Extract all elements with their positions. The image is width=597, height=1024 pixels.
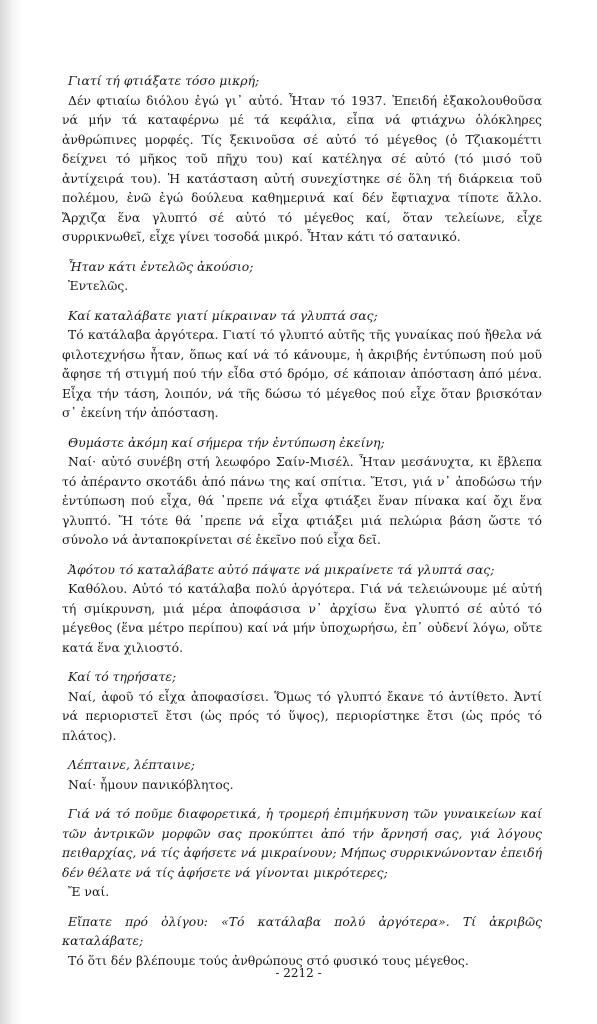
interview-answer: Ἐντελῶς. [68, 278, 129, 293]
qa-block [62, 667, 542, 745]
interview-question: Λέπταινε, λέπταινε; [68, 757, 195, 772]
qa-block [62, 257, 542, 296]
page-binding-shadow [0, 0, 22, 1024]
interview-answer: Τό κατάλαβα ἀργότερα. Γιατί τό γλυπτό αὐτῆς τῆς γυναίκας πού ἤθελα νά φιλοτεχνήσω ἦταν, ὅπως καί νά τό κάνουμε, ἡ ἀκριβής ἐντύπωση πού μοῦ ἄφησε τή στιγμή πού τήν εἶδα στό δρόμο, σέ κάποιαν ἀπόσταση ἀπό μένα. Εἶχα τήν τάση, λοιπόν, νά τῆς δώσω τό μέγεθος πού εἶχε ὅταν βρισκόταν σ᾽ ἐκείνη τήν ἀπόσταση. [62, 327, 542, 420]
interview-answer: Ἔ ναί. [68, 884, 110, 899]
interview-question: Ἦταν κάτι ἐντελῶς ἀκούσιο; [68, 258, 254, 274]
qa-block [62, 560, 542, 658]
interview-answer: Καθόλου. Αὐτό τό κατάλαβα πολύ ἀργότερα. Γιά νά τελειώνουμε μέ αὐτή τή σμίκρυνση, μιά μέρα ἀποφάσισα ν᾽ ἀρχίσω ἕνα γλυπτό σέ αὐτό τό μέγεθος (ἕνα μέτρο περίπου) καί νά μήν ὑποχωρήσω, ἐπ᾽ οὐδενί λόγω, οὔτε κατά ἕνα χιλιοστό. [62, 581, 542, 655]
interview-answer: Ναί· αὐτό συνέβη στή λεωφόρο Σαίν-Μισέλ. Ἦταν μεσάνυχτα, κι ἔβλεπα τό ἀπέραντο σκοτάδι ἀπό πάνω της καί σπίτια. Ἔτσι, γιά ν᾽ ἀποδώσω τήν ἐντύπωση πού εἶχα, θά ᾽πρεπε νά εἶχα φτιάξει ἕναν πίνακα καί ὄχι ἕνα γλυπτό. Ἤ τότε θά ᾽πρεπε νά εἶχα φτιάξει μιά πελώρια βάση ὥστε τό σύνολο νά ἀνταποκρίνεται σέ ἐκεῖνο πού εἶχα δεῖ. [62, 454, 542, 547]
qa-block [62, 306, 542, 423]
qa-block [62, 71, 542, 247]
interview-answer: Ναί, ἀφοῦ τό εἶχα ἀποφασίσει. Ὅμως τό γλυπτό ἔκανε τό ἀντίθετο. Ἀντί νά περιοριστεῖ ἔτσι (ὡς πρός τό ὕψος), περιορίστηκε ἔτσι (ὡς πρός τό πλάτος). [62, 688, 542, 743]
interview-question: Γιά νά τό ποῦμε διαφορετικά, ἡ τρομερή ἐπιμήκυνση τῶν γυναικείων καί τῶν ἀντρικῶν μορφῶν σας προκύπτει ἀπό τήν ἄρνησή σας, γιά λόγους πειθαρχίας, νά τίς ἀφήσετε νά μικραίνουν; Μήπως συρρικνώνονταν ἐπειδή δέν θέλατε νά τίς ἀφήσετε νά γίνονται μικρότερες; [62, 806, 542, 880]
interview-answer: Δέν φτιαίω διόλου ἐγώ γι᾽ αὐτό. Ἦταν τό 1937. Ἐπειδή ἐξακολουθοῦσα νά μήν τά καταφέρνω μέ τά κεφάλια, εἶπα νά φτιάχνω ὁλόκληρες ἀνθρώπινες μορφές. Τίς ξεκινοῦσα σέ αὐτό τό μέγεθος (ὁ Τζιακομέττι δείχνει τό μῆκος τοῦ πῆχυ του) καί κατέληγα σέ αὐτό (τό μισό τοῦ ἀντίχειρά του). Ἡ κατάσταση αὐτή συνεχίστηκε σέ ὅλη τή διάρκεια τοῦ πολέμου, ἐνῶ ἐγώ δούλευα καθημερινά καί δέν ἔφτιαχνα τίποτε ἄλλο. Ἄρχιζα ἕνα γλυπτό σέ αὐτό τό μέγεθος καί, ὅταν τελείωνε, εἶχε συρρικνωθεῖ, εἶχε γίνει τοσοδά μικρό. Ἦταν κάτι τό σατανικό. [62, 92, 542, 244]
interview-answer: Ναί· ἦμουν πανικόβλητος. [68, 776, 234, 792]
interview-question: Εἴπατε πρό ὀλίγου: «Τό κατάλαβα πολύ ἀργότερα». Τί ἀκριβῶς καταλάβατε; [62, 913, 542, 948]
interview-question: Ἀφότου τό καταλάβατε αὐτό πάψατε νά μικραίνετε τά γλυπτά σας; [68, 561, 495, 577]
interview-question: Γιατί τή φτιάξατε τόσο μικρή; [68, 73, 260, 88]
interview-question: Καί καταλάβατε γιατί μίκραιναν τά γλυπτά σας; [68, 307, 378, 323]
interview-text [62, 71, 542, 980]
page-number: - 2212 - [275, 966, 322, 980]
qa-block [62, 804, 542, 902]
interview-question: Καί τό τηρήσατε; [68, 669, 177, 684]
qa-block [62, 912, 542, 971]
qa-block [62, 433, 542, 550]
interview-answer: Τό ὅτι δέν βλέπουμε τούς ἀνθρώπους στό φυσικό τους μέγεθος. [68, 952, 469, 968]
interview-question: Θυμάστε ἀκόμη καί σήμερα τήν ἐντύπωση ἐκείνη; [68, 434, 385, 450]
qa-block [62, 755, 542, 794]
